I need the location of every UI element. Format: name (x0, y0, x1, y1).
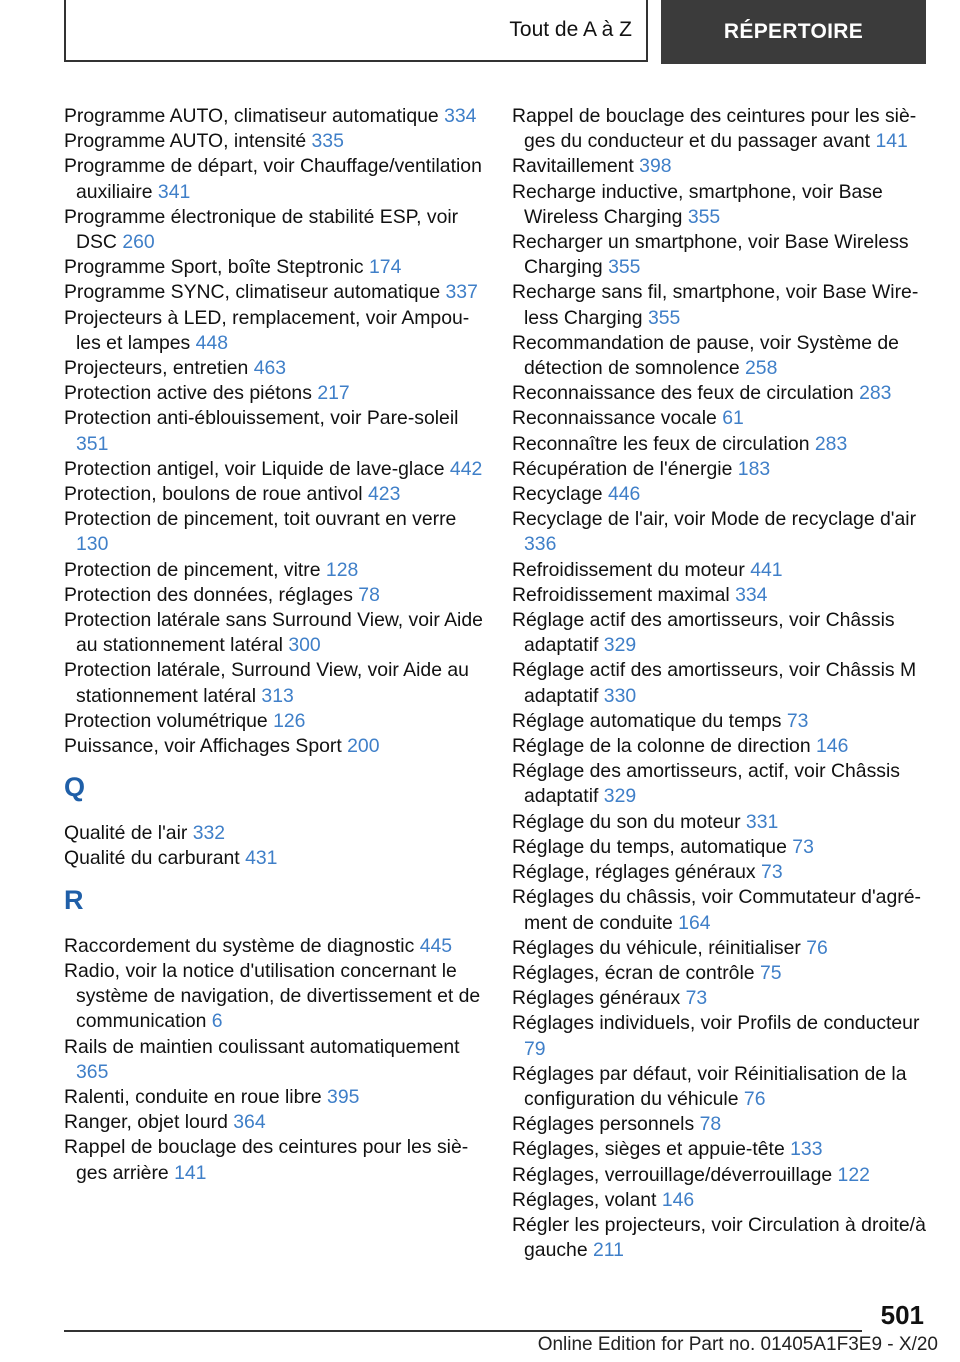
index-entry (64, 104, 484, 129)
index-entry (512, 1213, 928, 1263)
page-reference-link[interactable]: 336 (524, 533, 557, 556)
index-entry (512, 558, 928, 583)
page-reference-link[interactable]: 337 (445, 281, 478, 304)
page-reference-link[interactable]: 364 (233, 1111, 266, 1134)
index-entry (64, 583, 484, 608)
page-reference-link[interactable]: 183 (737, 457, 771, 480)
index-entry-text: Réglage actif des amortisseurs, voir Châssis adaptatif (512, 609, 895, 657)
index-entry-text: Programme électronique de stabilité ESP, voir DSC (64, 205, 459, 254)
index-entry (512, 986, 928, 1011)
page-reference-link[interactable]: 331 (745, 810, 779, 833)
page-number: 501 (880, 1300, 924, 1330)
page-reference-link[interactable]: 334 (444, 105, 477, 127)
page-reference-link[interactable]: 300 (288, 634, 321, 657)
page-reference-link[interactable]: 330 (603, 684, 637, 707)
page-reference-link[interactable]: 73 (685, 987, 708, 1010)
index-letter-heading: Q (64, 772, 86, 803)
page-reference-link[interactable]: 130 (76, 533, 109, 556)
index-entry-text: Protection volumétrique (64, 709, 268, 732)
index-entry (64, 934, 484, 959)
index-entry (64, 381, 484, 406)
index-entry-text: Réglages du véhicule, réinitialiser (512, 936, 801, 959)
page-reference-link[interactable]: 341 (157, 180, 191, 203)
index-entry-text: Puissance, voir Affichages Sport (64, 735, 342, 758)
index-entry-text: Protection anti-éblouissement, voir Pare-soleil (64, 407, 459, 430)
page-reference-link[interactable]: 355 (608, 256, 641, 279)
page-reference-link[interactable]: 442 (449, 457, 483, 480)
repertoire-tab[interactable] (661, 0, 926, 64)
footer-divider (64, 1330, 862, 1332)
index-entry (512, 608, 928, 658)
index-entry-text: Protection latérale sans Surround View, voir Aide au stationnement latéral (64, 609, 483, 657)
index-entry (512, 1112, 928, 1137)
index-entry (512, 406, 928, 431)
index-entry-text: Programme Sport, boîte Steptronic (64, 256, 364, 279)
index-entry-text: Réglage du son du moteur (512, 810, 741, 833)
page-reference-link[interactable]: 283 (859, 382, 892, 405)
page-reference-link[interactable]: 448 (195, 331, 228, 354)
index-entry (64, 959, 484, 1035)
index-entry (64, 457, 484, 482)
index-entry-text: Projecteurs à LED, remplacement, voir Ampoules et lampes (64, 306, 470, 354)
index-entry-text: Protection, boulons de roue antivol (64, 483, 363, 506)
index-entry-text: Récupération de l'énergie (512, 457, 733, 480)
index-entry (512, 1163, 928, 1188)
page-reference-link[interactable]: 78 (699, 1113, 722, 1136)
index-entry-text: Protection latérale, Surround View, voir Aide au stationnement latéral (64, 659, 469, 707)
page-reference-link[interactable]: 431 (245, 847, 278, 870)
index-entry (64, 482, 484, 507)
page-reference-link[interactable]: 217 (317, 382, 350, 405)
page-reference-link[interactable]: 351 (76, 432, 109, 455)
index-letter-heading: R (64, 884, 84, 915)
index-entry (512, 961, 928, 986)
index-entry (512, 936, 928, 961)
index-entry (512, 230, 928, 280)
index-column-left (64, 104, 484, 1186)
index-entry (512, 860, 928, 885)
index-entry (512, 1011, 928, 1061)
index-entry (512, 432, 928, 457)
page-reference-link[interactable]: 329 (603, 634, 637, 657)
index-entry-text: Programme AUTO, intensité (64, 130, 307, 153)
index-entry-text: Projecteurs, entretien (64, 357, 249, 380)
page-reference-link[interactable]: 258 (745, 357, 778, 380)
page-reference-link[interactable]: 76 (806, 936, 828, 959)
page-reference-link[interactable]: 126 (273, 709, 306, 732)
index-entry-text: Protection de pincement, vitre (64, 558, 321, 581)
index-entry (64, 1085, 484, 1110)
index-entry-text: Refroidissement du moteur (512, 558, 745, 581)
page-reference-link[interactable]: 79 (524, 1037, 546, 1060)
index-entry-text: Réglages, sièges et appuie-tête (512, 1138, 785, 1161)
index-entry (512, 331, 928, 381)
page-reference-link[interactable]: 133 (790, 1138, 823, 1161)
page-reference-link[interactable]: 211 (593, 1239, 624, 1262)
index-entry-text: Qualité de l'air (64, 822, 188, 845)
section-title-text: Tout de A à Z (509, 18, 632, 41)
index-entry (64, 846, 484, 871)
index-entry-text: Recommandation de pause, voir Système de détection de somnolence (512, 331, 899, 380)
page-reference-link[interactable]: 73 (792, 835, 814, 858)
page-reference-link[interactable]: 128 (325, 558, 359, 581)
index-entry (512, 1188, 928, 1213)
page-reference-link[interactable]: 398 (639, 155, 672, 178)
index-entry (512, 482, 928, 507)
index-entry-text: Réglage des amortisseurs, actif, voir Châssis adaptatif (512, 760, 900, 808)
index-entry (64, 507, 484, 557)
index-entry-text: Réglages du châssis, voir Commutateur d'agrément de conduite (512, 886, 921, 934)
index-column-right (512, 104, 928, 1263)
index-entry (64, 280, 484, 305)
page-reference-link[interactable]: 146 (816, 735, 849, 758)
page-reference-link[interactable]: 463 (253, 357, 287, 380)
index-entry-text: Réglages personnels (512, 1113, 695, 1136)
index-entry-text: Ralenti, conduite en roue libre (64, 1085, 322, 1108)
index-entry-text: Ravitaillement (512, 155, 634, 178)
index-entry (512, 104, 928, 154)
page-reference-link[interactable]: 445 (419, 934, 453, 957)
page-reference-link[interactable]: 75 (759, 961, 782, 984)
page-reference-link[interactable]: 122 (837, 1163, 870, 1186)
index-entry-text: Recharger un smartphone, voir Base Wireless Charging (512, 231, 909, 279)
page-reference-link[interactable]: 200 (347, 735, 380, 758)
index-entry-text: Programme AUTO, climatiseur automatique (64, 105, 439, 127)
index-entry-text: Protection de pincement, toit ouvrant en verre (64, 508, 457, 531)
index-entry (512, 885, 928, 935)
index-entry-text: Réglage, réglages généraux (512, 861, 756, 884)
index-entry-text: Régler les projecteurs, voir Circulation à droite/à gauche (512, 1213, 926, 1262)
index-entry-text: Recharge sans fil, smartphone, voir Base Wireless Charging (512, 281, 919, 329)
index-entry (64, 709, 484, 734)
page-reference-link[interactable]: 395 (327, 1085, 360, 1108)
index-entry (512, 658, 928, 708)
page-reference-link[interactable]: 164 (678, 911, 711, 934)
index-entry (64, 608, 484, 658)
page-reference-link[interactable]: 141 (174, 1161, 207, 1184)
index-entry (64, 821, 484, 846)
index-entry (64, 129, 484, 154)
index-entry-text: Qualité du carburant (64, 847, 240, 870)
index-entry-text: Protection active des piétons (64, 382, 312, 405)
page-reference-link[interactable]: 260 (122, 231, 155, 254)
page-reference-link[interactable]: 174 (369, 256, 402, 279)
index-entry-text: Réglage automatique du temps (512, 709, 782, 732)
index-entry-text: Reconnaissance vocale (512, 407, 717, 430)
index-entry (64, 356, 484, 381)
index-entry-text: Ranger, objet lourd (64, 1111, 228, 1134)
page-reference-link[interactable]: 141 (875, 130, 908, 153)
index-entry (512, 507, 928, 557)
index-entry (512, 709, 928, 734)
page-reference-link[interactable]: 329 (603, 785, 637, 808)
page-reference-link[interactable]: 334 (735, 583, 768, 606)
index-entry-text: Réglages, volant (512, 1188, 657, 1211)
page-header (64, 0, 926, 64)
index-entry-text: Réglage du temps, automatique (512, 835, 787, 858)
index-entry (512, 810, 928, 835)
page-reference-link[interactable]: 313 (261, 684, 294, 707)
index-entry (512, 280, 928, 330)
page-reference-link[interactable]: 365 (76, 1060, 109, 1083)
index-entry (64, 1035, 484, 1085)
index-entry (64, 1135, 484, 1185)
page-reference-link[interactable]: 61 (722, 407, 744, 430)
page-reference-link[interactable]: 78 (358, 583, 380, 606)
page-reference-link[interactable]: 146 (661, 1188, 695, 1211)
index-entry-text: Réglage de la colonne de direction (512, 735, 811, 758)
index-entry (64, 306, 484, 356)
index-entry-text: Réglages par défaut, voir Réinitialisation de la configuration du véhicule (512, 1062, 907, 1110)
page-reference-link[interactable]: 332 (192, 822, 226, 845)
index-entry-text: Recyclage (512, 483, 603, 506)
index-entry-text: Réglage actif des amortisseurs, voir Châssis M adaptatif (512, 659, 917, 707)
index-entry-text: Reconnaissance des feux de circulation (512, 382, 854, 405)
page-reference-link[interactable]: 423 (368, 483, 401, 506)
index-entry (512, 835, 928, 860)
index-entry-text: Réglages, écran de contrôle (512, 961, 755, 984)
index-entry (64, 734, 484, 759)
index-entry (512, 1137, 928, 1162)
page-reference-link[interactable]: 355 (647, 306, 681, 329)
page-reference-link[interactable]: 355 (687, 205, 721, 228)
index-entry (512, 1062, 928, 1112)
page-reference-link[interactable]: 441 (750, 558, 783, 581)
index-entry-text: Rails de maintien coulissant automatiquement (64, 1035, 460, 1058)
index-entry-text: Protection antigel, voir Liquide de lave-glace (64, 457, 445, 480)
index-entry-text: Réglages généraux (512, 987, 681, 1010)
section-title (64, 0, 648, 62)
index-entry-text: Reconnaître les feux de circulation (512, 432, 810, 455)
index-entry-text: Radio, voir la notice d'utilisation concernant le système de navigation, de divertissement et de communication (64, 959, 481, 1033)
edition-info: Online Edition for Part no. 01405A1F3E9 - X/20 (537, 1334, 938, 1355)
index-entry-text: Rappel de bouclage des ceintures pour les sièges du conducteur et du passager avant (512, 105, 917, 153)
page-reference-link[interactable]: 335 (311, 130, 344, 153)
page-reference-link[interactable]: 283 (814, 432, 848, 455)
index-entry (64, 558, 484, 583)
index-entry (64, 255, 484, 280)
page-reference-link[interactable]: 76 (743, 1087, 766, 1110)
index-entry (512, 381, 928, 406)
index-entry (64, 1110, 484, 1135)
page-reference-link[interactable]: 6 (211, 1010, 223, 1033)
index-entry (512, 457, 928, 482)
page-reference-link[interactable]: 73 (786, 709, 809, 732)
page-reference-link[interactable]: 73 (761, 861, 783, 884)
index-entry (512, 759, 928, 809)
page-reference-link[interactable]: 446 (607, 483, 641, 506)
index-entry (64, 658, 484, 708)
index-entry (64, 205, 484, 255)
index-entry-text: Programme SYNC, climatiseur automatique (64, 281, 441, 304)
index-entry (64, 406, 484, 456)
index-entry-text: Recyclage de l'air, voir Mode de recyclage d'air (512, 508, 917, 531)
index-entry-text: Réglages individuels, voir Profils de conducteur (512, 1012, 920, 1035)
index-entry (512, 583, 928, 608)
index-entry-text: Protection des données, réglages (64, 583, 353, 606)
index-entry-text: Recharge inductive, smartphone, voir Base Wireless Charging (512, 180, 883, 228)
index-entry (512, 734, 928, 759)
index-entry-text: Réglages, verrouillage/déverrouillage (512, 1163, 833, 1186)
index-entry-text: Programme de départ, voir Chauffage/ventilation auxiliaire (64, 155, 482, 203)
index-entry-text: Rappel de bouclage des ceintures pour les sièges arrière (64, 1136, 469, 1184)
index-entry-text: Raccordement du système de diagnostic (64, 934, 415, 957)
index-entry-text: Refroidissement maximal (512, 583, 730, 606)
index-entry (512, 154, 928, 179)
index-entry (64, 154, 484, 204)
index-entry (512, 180, 928, 230)
repertoire-tab-label: RÉPERTOIRE (723, 20, 864, 43)
